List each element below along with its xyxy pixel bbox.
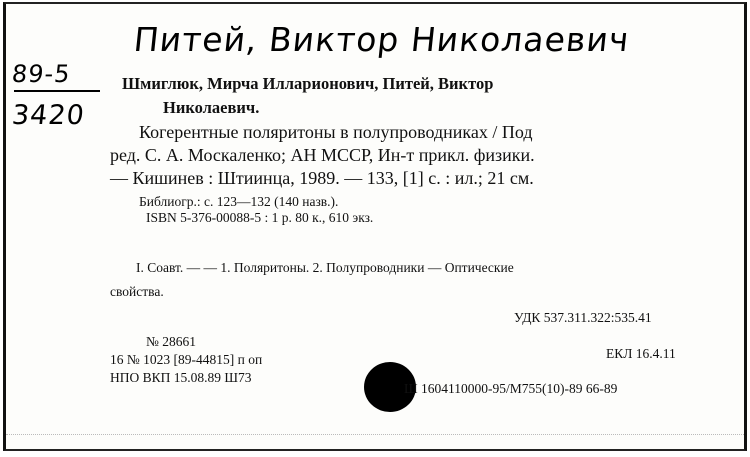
title-line-2: ред. С. А. Москаленко; АН МССР, Ин-т прикл. физики. xyxy=(110,145,535,165)
authors-line-2: Николаевич. xyxy=(163,98,260,117)
subjects-line-1: I. Соавт. — — 1. Поляритоны. 2. Полупроводники — Оптические xyxy=(136,260,514,275)
scan-edge-line xyxy=(6,434,744,435)
handwritten-shelfmark: 89-5 xyxy=(10,60,72,88)
imprint-line: — Кишинев : Штиинца, 1989. — 133, [1] с. : ил.; 21 см. xyxy=(110,168,534,188)
isbn-line: ISBN 5-376-00088-5 : 1 р. 80 к., 610 экз. xyxy=(146,210,374,225)
authors-line-1: Шмиглюк, Мирча Илларионович, Питей, Виктор xyxy=(122,74,494,93)
title-line-1: Когерентные поляритоны в полупроводниках / Под xyxy=(139,122,533,142)
order-line: 16 № 1023 [89-44815] п оп xyxy=(110,352,263,367)
card-number: № 28661 xyxy=(146,334,197,349)
subjects-line-2: свойства. xyxy=(110,284,164,299)
handwritten-author-name: Питей, Виктор Николаевич xyxy=(131,20,632,59)
bibliography-note: Библиогр.: с. 123—132 (140 назв.). xyxy=(139,194,339,209)
catalog-code: Ш 1604110000-95/М755(10)-89 66-89 xyxy=(404,381,618,396)
ekl-code: ЕКЛ 16.4.11 xyxy=(606,346,676,361)
publisher-line: НПО ВКП 15.08.89 Ш73 xyxy=(110,370,252,385)
udk-code: УДК 537.311.322:535.41 xyxy=(514,310,652,325)
shelfmark-divider xyxy=(14,90,100,92)
catalog-card xyxy=(3,2,747,451)
handwritten-inventory-number: 3420 xyxy=(10,100,87,131)
